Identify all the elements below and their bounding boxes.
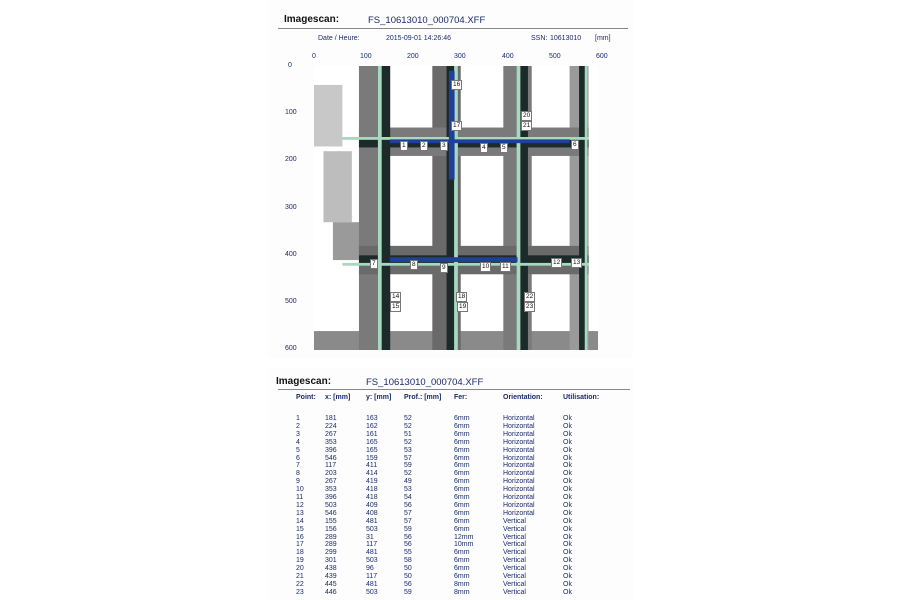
cell-n: 12 [296, 501, 304, 509]
cell-use: Ok [563, 438, 572, 446]
table-row [0, 549, 572, 557]
cell-prof: 56 [404, 533, 412, 541]
cell-orient: Horizontal [503, 509, 535, 517]
cell-x: 353 [325, 486, 337, 494]
cell-orient: Horizontal [503, 501, 535, 509]
scan-point-label: 17 [453, 122, 461, 129]
cell-n: 6 [296, 454, 300, 462]
cell-x: 289 [325, 541, 337, 549]
cell-n: 20 [296, 565, 304, 573]
cell-prof: 57 [404, 509, 412, 517]
cell-prof: 55 [404, 549, 412, 557]
cell-fer: 6mm [454, 470, 470, 478]
cell-fer: 6mm [454, 573, 470, 580]
cell-x: 438 [325, 565, 337, 573]
header-x: x: [mm] [325, 394, 351, 401]
table-row [0, 415, 572, 423]
cell-n: 10 [296, 486, 304, 494]
cell-n: 3 [296, 430, 300, 438]
scan-point-label: 4 [482, 144, 486, 151]
x-tick: 300 [454, 53, 466, 60]
cell-use: Ok [563, 580, 572, 588]
cell-prof: 53 [404, 486, 412, 494]
y-tick: 0 [288, 62, 292, 69]
cell-y: 165 [366, 438, 378, 446]
cell-prof: 50 [404, 565, 412, 573]
cell-y: 162 [366, 422, 378, 430]
table-row [0, 501, 572, 510]
cell-y: 165 [366, 446, 378, 454]
x-tick: 100 [360, 53, 372, 60]
cell-use: Ok [563, 525, 572, 533]
cell-orient: Horizontal [503, 422, 535, 430]
table-row [0, 438, 572, 447]
cell-orient: Vertical [503, 517, 526, 525]
cell-n: 17 [296, 541, 304, 549]
unit-label: [mm] [595, 35, 611, 42]
cell-fer: 6mm [454, 478, 470, 486]
cell-y: 163 [366, 415, 378, 422]
cell-x: 289 [325, 533, 337, 541]
cell-prof: 52 [404, 422, 412, 430]
cell-orient: Vertical [503, 549, 526, 557]
cell-x: 117 [325, 462, 337, 470]
cell-y: 117 [366, 541, 378, 549]
cell-fer: 6mm [454, 454, 470, 462]
scan-svg [314, 66, 598, 350]
cell-y: 408 [366, 509, 378, 517]
cell-prof: 56 [404, 501, 412, 509]
table-row [0, 446, 572, 455]
cell-n: 16 [296, 533, 304, 541]
table-row [0, 494, 572, 502]
cell-y: 409 [366, 501, 378, 509]
cell-use: Ok [563, 422, 572, 430]
cell-n: 7 [296, 462, 300, 470]
cell-use: Ok [563, 588, 572, 596]
cell-fer: 6mm [454, 549, 470, 557]
cell-use: Ok [563, 470, 572, 478]
cell-prof: 54 [404, 494, 412, 501]
y-tick: 500 [285, 298, 297, 305]
cell-fer: 6mm [454, 486, 470, 494]
cell-fer: 6mm [454, 422, 470, 430]
cell-orient: Vertical [503, 588, 526, 596]
table-row [0, 525, 572, 534]
cell-orient: Horizontal [503, 430, 535, 438]
cell-orient: Horizontal [503, 438, 535, 446]
date-value: 2015-09-01 14:26:46 [386, 35, 451, 42]
cell-use: Ok [563, 446, 572, 454]
cell-x: 224 [325, 422, 337, 430]
cell-fer: 6mm [454, 462, 470, 470]
cell-orient: Horizontal [503, 494, 535, 501]
table-row [0, 462, 572, 470]
scan-point-label: 12 [553, 259, 561, 266]
cell-prof: 52 [404, 415, 412, 422]
cell-use: Ok [563, 573, 572, 580]
table-title-label: Imagescan: [276, 376, 332, 387]
cell-n: 8 [296, 470, 300, 478]
cell-n: 11 [296, 494, 304, 501]
cell-x: 267 [325, 478, 337, 486]
cell-orient: Vertical [503, 533, 526, 541]
scan-point-label: 2 [422, 142, 426, 149]
cell-x: 446 [325, 588, 337, 596]
cell-prof: 57 [404, 454, 412, 462]
cell-prof: 59 [404, 588, 412, 596]
cell-orient: Horizontal [503, 486, 535, 494]
cell-y: 503 [366, 588, 378, 596]
header-point: Point: [296, 394, 316, 401]
cell-y: 418 [366, 494, 378, 501]
cell-y: 481 [366, 580, 378, 588]
rebar-scan-image [314, 66, 598, 350]
cell-fer: 6mm [454, 517, 470, 525]
y-tick: 600 [285, 345, 297, 352]
cell-x: 267 [325, 430, 337, 438]
cell-n: 9 [296, 478, 300, 486]
cell-n: 2 [296, 422, 300, 430]
cell-n: 14 [296, 517, 304, 525]
cell-n: 21 [296, 573, 304, 580]
header-prof: Prof.: [mm] [404, 394, 442, 401]
table-row [0, 565, 572, 573]
scan-file-name: FS_10613010_000704.XFF [368, 15, 486, 26]
x-tick: 500 [549, 53, 561, 60]
cell-use: Ok [563, 494, 572, 501]
cell-use: Ok [563, 541, 572, 549]
cell-prof: 59 [404, 462, 412, 470]
x-tick: 200 [407, 53, 419, 60]
cell-fer: 6mm [454, 446, 470, 454]
cell-use: Ok [563, 517, 572, 525]
cell-use: Ok [563, 478, 572, 486]
cell-orient: Horizontal [503, 446, 535, 454]
cell-n: 19 [296, 557, 304, 565]
cell-prof: 52 [404, 438, 412, 446]
table-row [0, 509, 572, 518]
cell-fer: 6mm [454, 415, 470, 422]
scan-point-label: 16 [453, 81, 461, 88]
cell-x: 156 [325, 525, 337, 533]
cell-x: 155 [325, 517, 337, 525]
scan-point-label: 8 [412, 261, 416, 268]
cell-use: Ok [563, 501, 572, 509]
cell-fer: 6mm [454, 525, 470, 533]
scan-point-label: 9 [442, 264, 446, 271]
y-tick: 300 [285, 204, 297, 211]
cell-use: Ok [563, 486, 572, 494]
cell-y: 117 [366, 573, 378, 580]
cell-fer: 10mm [454, 541, 474, 549]
scan-panel [268, 0, 633, 358]
header-divider [278, 28, 628, 29]
table-row [0, 588, 572, 597]
cell-use: Ok [563, 509, 572, 517]
cell-fer: 8mm [454, 588, 470, 596]
cell-n: 5 [296, 446, 300, 454]
cell-x: 445 [325, 580, 337, 588]
cell-n: 18 [296, 549, 304, 557]
cell-x: 546 [325, 454, 337, 462]
cell-fer: 6mm [454, 494, 470, 501]
cell-orient: Horizontal [503, 415, 535, 422]
scan-point-label: 3 [442, 142, 446, 149]
cell-fer: 6mm [454, 565, 470, 573]
cell-fer: 6mm [454, 438, 470, 446]
table-file-name: FS_10613010_000704.XFF [366, 377, 484, 388]
y-tick: 200 [285, 156, 297, 163]
cell-prof: 56 [404, 541, 412, 549]
scan-point-label: 18 [458, 293, 466, 300]
cell-n: 13 [296, 509, 304, 517]
cell-fer: 6mm [454, 557, 470, 565]
cell-fer: 12mm [454, 533, 474, 541]
cell-x: 181 [325, 415, 337, 422]
table-row [0, 580, 572, 589]
cell-use: Ok [563, 430, 572, 438]
cell-orient: Vertical [503, 573, 526, 580]
ssn-value: 10613010 [550, 35, 582, 42]
cell-x: 301 [325, 557, 337, 565]
cell-y: 503 [366, 557, 378, 565]
x-tick: 600 [596, 53, 608, 60]
table-row [0, 486, 572, 494]
scan-point-label: 15 [392, 303, 400, 310]
cell-x: 546 [325, 509, 337, 517]
cell-prof: 51 [404, 430, 412, 438]
cell-prof: 57 [404, 517, 412, 525]
table-divider [278, 389, 630, 390]
table-row [0, 557, 572, 565]
cell-use: Ok [563, 565, 572, 573]
scan-point-label: 5 [502, 144, 506, 151]
cell-orient: Vertical [503, 565, 526, 573]
cell-prof: 52 [404, 470, 412, 478]
y-tick: 400 [285, 251, 297, 258]
cell-n: 15 [296, 525, 304, 533]
cell-fer: 6mm [454, 501, 470, 509]
cell-use: Ok [563, 415, 572, 422]
table-row [0, 470, 572, 478]
header-y: y: [mm] [366, 394, 392, 401]
table-row [0, 478, 572, 486]
date-label: Date / Heure: [318, 35, 360, 42]
scan-point-label: 7 [372, 260, 376, 267]
scan-point-label: 1 [402, 142, 406, 149]
scan-point-label: 6 [573, 141, 577, 148]
cell-use: Ok [563, 533, 572, 541]
cell-x: 353 [325, 438, 337, 446]
y-tick: 100 [285, 109, 297, 116]
cell-use: Ok [563, 462, 572, 470]
cell-y: 159 [366, 454, 378, 462]
cell-fer: 8mm [454, 580, 470, 588]
header-utilisation: Utilisation: [563, 394, 600, 401]
cell-orient: Horizontal [503, 454, 535, 462]
cell-prof: 58 [404, 557, 412, 565]
cell-x: 439 [325, 573, 337, 580]
scan-point-label: 19 [459, 303, 467, 310]
cell-n: 1 [296, 415, 300, 422]
x-tick: 400 [502, 53, 514, 60]
scan-point-label: 14 [392, 293, 400, 300]
cell-use: Ok [563, 557, 572, 565]
table-row [0, 422, 572, 431]
cell-n: 4 [296, 438, 300, 446]
cell-prof: 49 [404, 478, 412, 486]
cell-orient: Horizontal [503, 478, 535, 486]
cell-prof: 50 [404, 573, 412, 580]
cell-fer: 6mm [454, 509, 470, 517]
ssn-label: SSN: [531, 35, 548, 42]
cell-orient: Horizontal [503, 470, 535, 478]
cell-orient: Vertical [503, 557, 526, 565]
table-row [0, 533, 572, 542]
table-row [0, 454, 572, 463]
scan-point-label: 10 [482, 263, 490, 270]
scan-point-label: 13 [573, 259, 581, 266]
cell-prof: 59 [404, 525, 412, 533]
scan-point-label: 21 [523, 122, 531, 129]
scan-point-label: 23 [526, 303, 534, 310]
cell-y: 503 [366, 525, 378, 533]
scan-point-label: 11 [502, 263, 509, 270]
cell-y: 411 [366, 462, 378, 470]
header-orientation: Orientation: [503, 394, 543, 401]
cell-use: Ok [563, 549, 572, 557]
table-row [0, 430, 572, 439]
cell-orient: Vertical [503, 580, 526, 588]
cell-orient: Horizontal [503, 462, 535, 470]
cell-y: 161 [366, 430, 378, 438]
cell-y: 96 [366, 565, 374, 573]
cell-y: 481 [366, 549, 378, 557]
cell-n: 23 [296, 588, 304, 596]
cell-orient: Vertical [503, 525, 526, 533]
cell-x: 299 [325, 549, 337, 557]
cell-fer: 6mm [454, 430, 470, 438]
table-row [0, 541, 572, 549]
cell-y: 481 [366, 517, 378, 525]
cell-use: Ok [563, 454, 572, 462]
cell-x: 396 [325, 446, 337, 454]
cell-y: 418 [366, 486, 378, 494]
cell-y: 419 [366, 478, 378, 486]
scan-title-label: Imagescan: [284, 14, 340, 25]
cell-y: 31 [366, 533, 374, 541]
table-row [0, 517, 572, 526]
scan-point-label: 20 [523, 112, 531, 119]
cell-y: 414 [366, 470, 378, 478]
cell-x: 503 [325, 501, 337, 509]
scan-point-label: 22 [526, 293, 534, 300]
cell-n: 22 [296, 580, 304, 588]
table-row [0, 573, 572, 581]
cell-x: 396 [325, 494, 337, 501]
cell-prof: 53 [404, 446, 412, 454]
x-tick: 0 [312, 53, 316, 60]
cell-orient: Vertical [503, 541, 526, 549]
header-fer: Fer: [454, 394, 468, 401]
cell-x: 203 [325, 470, 337, 478]
cell-prof: 56 [404, 580, 412, 588]
